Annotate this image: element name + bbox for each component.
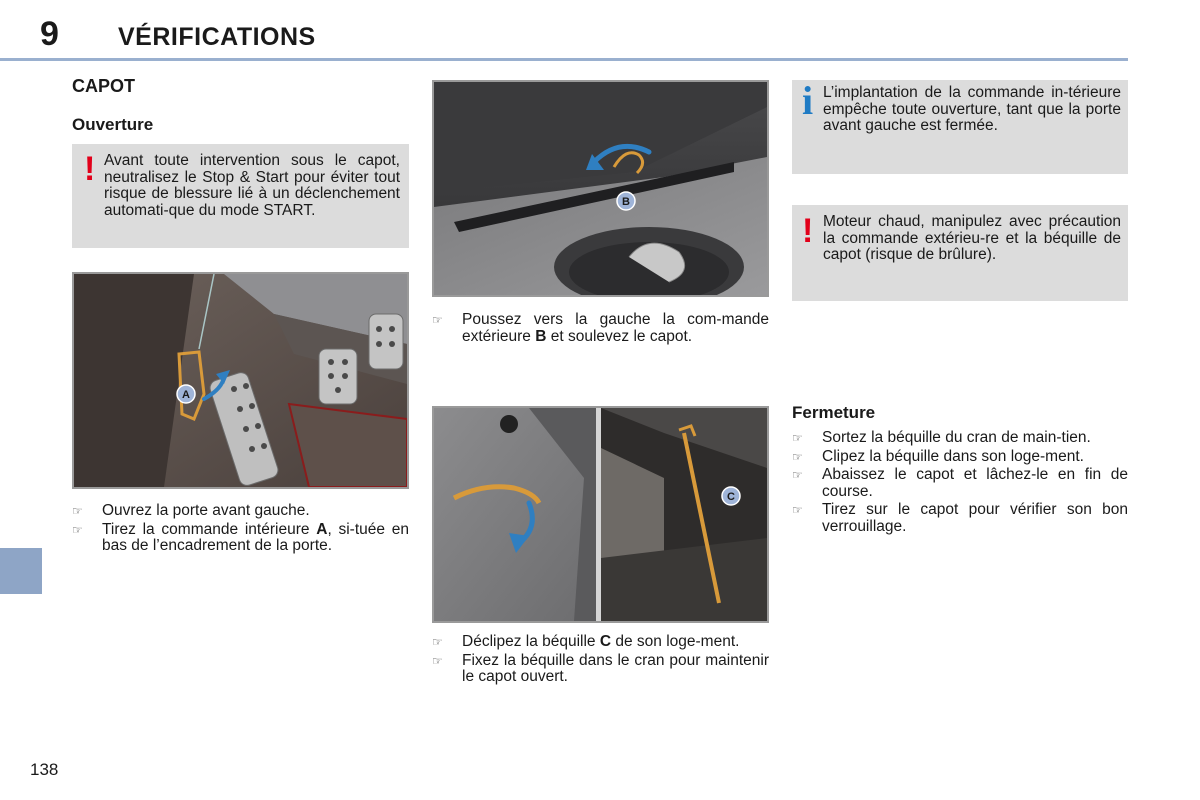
page-number: 138 [30, 760, 59, 779]
list-item: ☞ Fixez la béquille dans le cran pour maintenir le capot ouvert. [432, 651, 769, 685]
hand-pointer-icon: ☞ [432, 313, 443, 327]
hot-engine-warning [792, 205, 1128, 301]
hand-pointer-icon: ☞ [792, 449, 803, 464]
hand-pointer-icon: ☞ [432, 635, 443, 649]
hand-pointer-icon: ☞ [72, 504, 83, 518]
list-item: ☞ Tirez sur le capot pour vérifier son bon verrouillage. [792, 501, 1128, 535]
list-item: ☞ Ouvrez la porte avant gauche. [72, 502, 310, 519]
hot-engine-warning-text: Moteur chaud, manipulez avec précaution la commande extérieu-re et la béquille de capot (risque de brûlure). [823, 213, 1121, 263]
opening-steps-list-c [432, 634, 769, 688]
opening-steps-list-a [72, 503, 409, 557]
interior-release-lever-illustration [72, 272, 409, 489]
info-note-text: L’implantation de la commande in-térieure empêche toute ouverture, tant que la porte avant gauche est fermée. [823, 84, 1121, 134]
closing-steps-list [792, 430, 1128, 537]
hand-pointer-icon: ☞ [72, 522, 83, 537]
chapter-title: VÉRIFICATIONS [118, 23, 316, 51]
callout-c-label: C [727, 491, 735, 503]
list-item: ☞ Clipez la béquille dans son loge-ment. [792, 447, 1084, 465]
list-item: ☞ Poussez vers la gauche la com-mande extérieure B et soulevez le capot. [432, 311, 769, 345]
warning-icon: ! [84, 150, 96, 188]
exterior-catch-illustration [432, 80, 769, 297]
opening-steps-list-b [432, 312, 769, 347]
section-title: CAPOT [72, 76, 135, 96]
stop-start-warning-text: Avant toute intervention sous le capot, neutralisez le Stop & Start pour éviter tout risque de blessure lié à un déclenchement automati-que du mode START. [104, 152, 400, 219]
info-note [792, 80, 1128, 174]
hand-pointer-icon: ☞ [792, 431, 803, 445]
chapter-side-tab [0, 548, 42, 594]
callout-a-label: A [182, 389, 190, 401]
callout-b-label: B [622, 196, 630, 208]
stop-start-warning [72, 144, 409, 248]
opening-heading: Ouverture [72, 115, 154, 134]
hand-pointer-icon: ☞ [432, 653, 443, 668]
hand-pointer-icon: ☞ [792, 468, 803, 482]
chapter-number: 9 [40, 15, 59, 53]
header-rule [0, 58, 1128, 61]
list-item: ☞ Abaissez le capot et lâchez-le en fin de course. [792, 466, 1128, 500]
info-icon: i [802, 78, 814, 123]
list-item: ☞ Déclipez la béquille C de son loge-ment. [432, 633, 740, 650]
closing-heading: Fermeture [792, 403, 876, 422]
warning-icon: ! [802, 212, 814, 250]
list-item: ☞ Tirez la commande intérieure A, si-tuée en bas de l’encadrement de la porte. [72, 520, 410, 554]
hand-pointer-icon: ☞ [792, 503, 803, 517]
hood-prop-illustration [432, 406, 769, 623]
list-item: ☞ Sortez la béquille du cran de main-tien. [792, 429, 1091, 446]
